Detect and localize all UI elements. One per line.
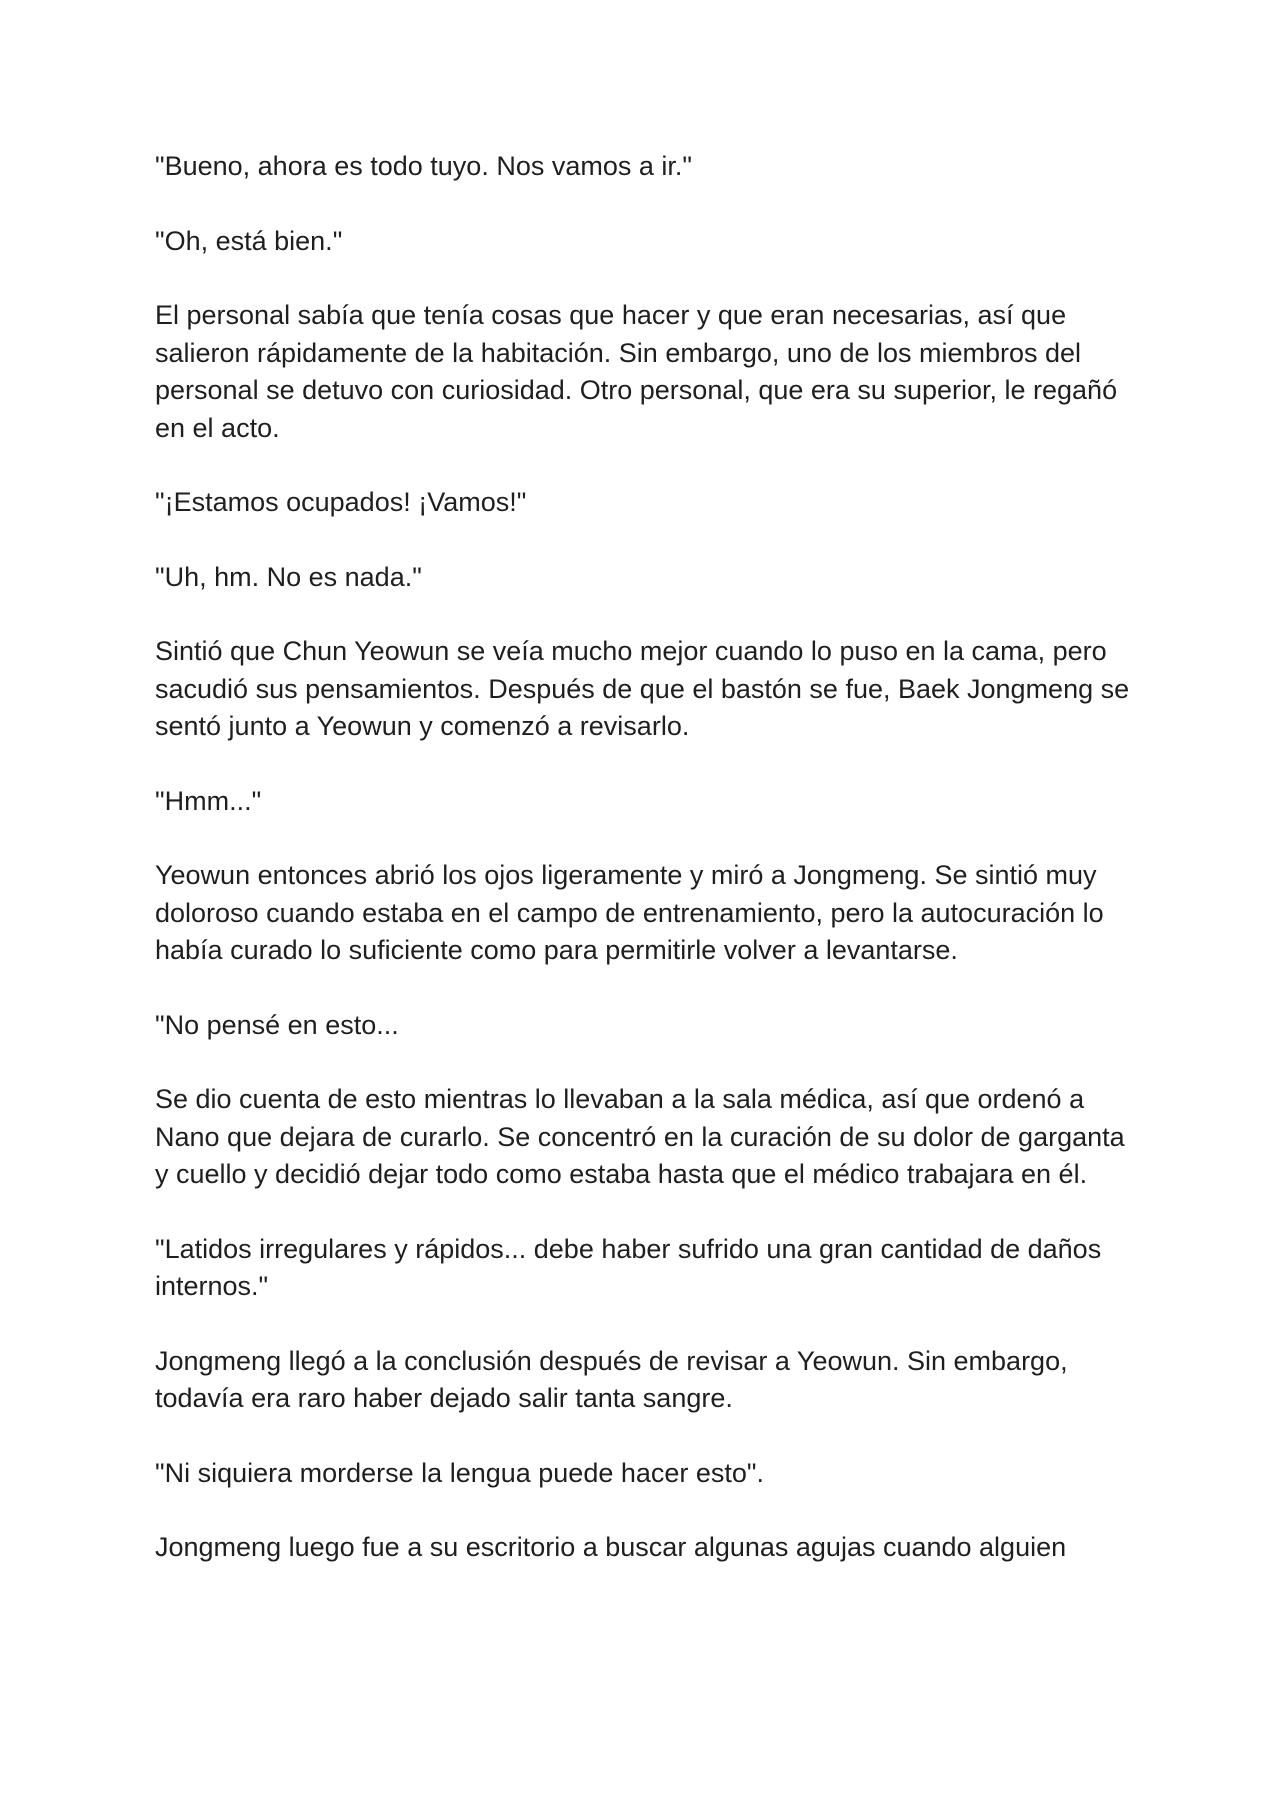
paragraph-6: Sintió que Chun Yeowun se veía mucho mejor cuando lo puso en la cama, pero sacudió sus pensamientos. Después de que el bastón se fue, Baek Jongmeng se sentó junto a Yeowun y comenzó a revisarlo. xyxy=(155,636,1130,741)
paragraph-9: "No pensé en esto... xyxy=(155,1009,399,1040)
paragraph-5: "Uh, hm. No es nada." xyxy=(155,561,422,592)
paragraph-1: "Bueno, ahora es todo tuyo. Nos vamos a ir." xyxy=(155,151,692,181)
paragraph-10: Se dio cuenta de esto mientras lo llevaban a la sala médica, así que ordenó a Nano que dejara de curarlo. Se concentró en la curación de su dolor de garganta y cuello y decidió dejar todo como estaba hasta que el médico trabajara en él. xyxy=(155,1084,1125,1189)
paragraph-4: "¡Estamos ocupados! ¡Vamos!" xyxy=(155,487,527,517)
paragraph-12: Jongmeng llegó a la conclusión después de revisar a Yeowun. Sin embargo, todavía era raro haber dejado salir tanta sangre. xyxy=(155,1345,1068,1413)
paragraph-14: Jongmeng luego fue a su escritorio a buscar algunas agujas cuando alguien xyxy=(155,1532,1067,1562)
paragraph-8: Yeowun entonces abrió los ojos ligeramente y miró a Jongmeng. Se sintió muy doloroso cuando estaba en el campo de entrenamiento, pero la autocuración lo había curado lo suficiente como para permitirle volver a levantarse. xyxy=(155,860,1104,965)
paragraph-7: "Hmm..." xyxy=(155,785,262,816)
paragraph-11: "Latidos irregulares y rápidos... debe haber sufrido una gran cantidad de daños internos." xyxy=(155,1233,1102,1301)
paragraph-13: "Ni siquiera morderse la lengua puede hacer esto". xyxy=(155,1457,765,1488)
paragraph-3: El personal sabía que tenía cosas que hacer y que eran necesarias, así que salieron rápidamente de la habitación. Sin embargo, uno de los miembros del personal se detuvo con curiosidad. Otro personal, que era su superior, le regañó en el acto. xyxy=(155,300,1118,443)
paragraph-2: "Oh, está bien." xyxy=(155,225,343,256)
